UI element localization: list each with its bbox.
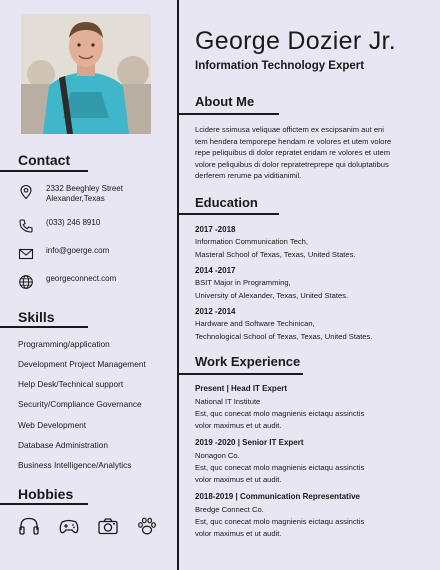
skill-item: Web Development [18, 420, 87, 430]
contact-phone [18, 218, 100, 234]
about-line: Lcidere ssimusa veliquae offictem ex escipsanim aut eni [195, 125, 384, 134]
globe-icon [18, 274, 34, 290]
education-heading: Education [195, 195, 258, 210]
job-heading: 2018-2019 | Communication Representative [195, 492, 360, 501]
job-description: volor maximus et ut audit. [195, 529, 282, 538]
hobbies-heading: Hobbies [18, 486, 74, 502]
paw-icon [136, 516, 158, 536]
job-description: Est, quc conecat molo magnienis eictaqu assinctis [195, 517, 365, 526]
education-school: Technological School of Texas, Texas, United States. [195, 332, 373, 341]
education-degree: BSIT Major in Programming, [195, 278, 291, 287]
contact-email [18, 246, 109, 262]
job-company: National IT Institute [195, 397, 261, 406]
about-heading: About Me [195, 94, 255, 109]
hobbies-rule [0, 503, 88, 505]
profile-photo [21, 14, 151, 134]
education-years: 2017 -2018 [195, 225, 236, 234]
camera-icon [97, 516, 119, 536]
skills-rule [0, 326, 88, 328]
job-description: volor maximus et ut audit. [195, 421, 282, 430]
about-line: derferem rerume pa viditianimil. [195, 171, 302, 181]
education-rule [179, 213, 279, 215]
education-school: Masteral School of Texas, Texas, United States. [195, 250, 356, 259]
job-description: Est, quc conecat molo magnienis eictaqu assinctis [195, 463, 365, 472]
about-line: repe peliquibus di dolor repratet endam re volores et utem [195, 148, 391, 158]
skill-item: Business Intelligence/Analytics [18, 460, 132, 470]
about-rule [179, 113, 279, 115]
email-text[interactable]: info@goerge.com [46, 246, 110, 255]
job-heading: 2019 -2020 | Senior IT Expert [195, 438, 304, 447]
column-divider [177, 0, 179, 570]
job-company: Nonagon Co. [195, 451, 240, 460]
contact-website [18, 274, 116, 290]
about-text [195, 124, 427, 182]
experience-rule [179, 373, 303, 375]
location-pin-icon [18, 184, 34, 200]
person-name: George Dozier Jr. [195, 27, 397, 55]
contact-rule [0, 170, 88, 172]
skill-item: Database Administration [18, 440, 108, 450]
gamepad-icon [58, 516, 80, 536]
contact-heading: Contact [18, 152, 71, 168]
address-line2: Alexander,Texas [46, 194, 105, 203]
skill-item: Development Project Management [18, 359, 146, 369]
skills-heading: Skills [18, 309, 55, 325]
about-line: volore peliquibus di dolor repratetreprepe qui doluptatibus [195, 159, 389, 169]
skill-item: Programming/application [18, 339, 110, 349]
headphones-icon [18, 516, 40, 536]
job-description: Est, quc conecat molo magnienis eictaqu assinctis [195, 409, 365, 418]
skill-item: Security/Compliance Governance [18, 399, 142, 409]
job-title: Information Technology Expert [195, 60, 365, 72]
education-school: University of Alexander, Texas, United States. [195, 291, 349, 300]
education-years: 2012 -2014 [195, 307, 236, 316]
skill-item: Help Desk/Technical support [18, 379, 124, 389]
phone-text: (033) 246 8910 [46, 218, 101, 227]
profile-photo-illustration [21, 14, 151, 134]
education-degree: Hardware and Software Techinican, [195, 319, 315, 328]
phone-icon [18, 218, 34, 234]
education-years: 2014 -2017 [195, 266, 236, 275]
envelope-icon [18, 246, 34, 262]
experience-heading: Work Experience [195, 354, 301, 369]
job-company: Bredge Connect Co. [195, 505, 264, 514]
job-description: volor maximus et ut audit. [195, 475, 282, 484]
website-text[interactable]: georgeconnect.com [46, 274, 117, 283]
education-degree: Information Communication Tech, [195, 237, 308, 246]
address-line1: 2332 Beeghley Street [46, 184, 123, 193]
contact-address [18, 184, 123, 204]
about-line: tem hendera temporepe hendam re volores et utem volore [195, 136, 392, 146]
job-heading: Present | Head IT Expert [195, 384, 288, 393]
